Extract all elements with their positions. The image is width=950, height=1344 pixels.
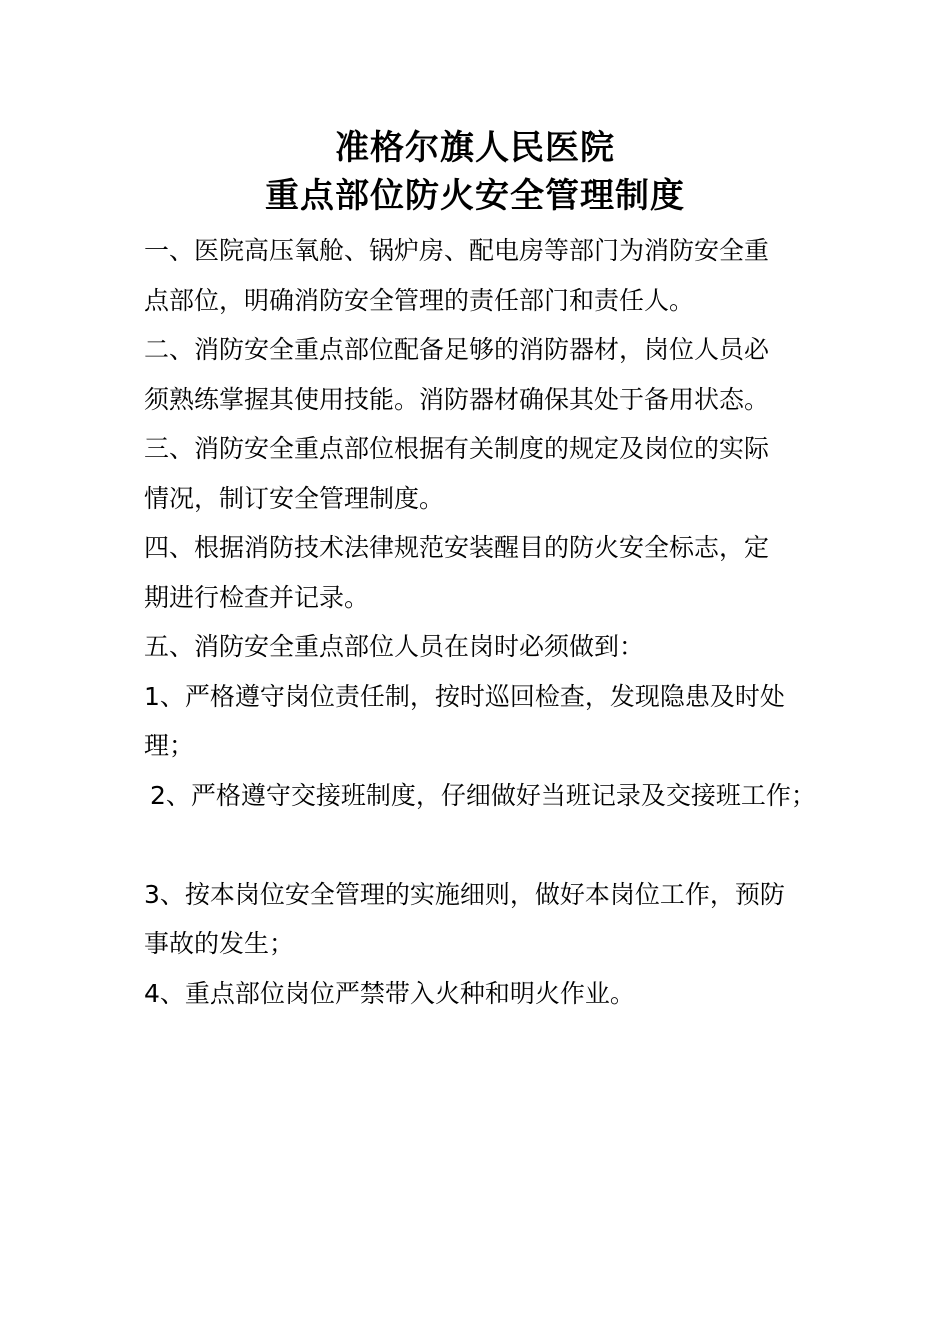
item-3-line-2: 事故的发生；: [144, 929, 295, 958]
item-1-line-2: 理；: [144, 731, 195, 760]
item-1-line-1: 1、严格遵守岗位责任制，按时巡回检查，发现隐患及时处: [144, 681, 785, 711]
paragraph-4-line-1: 四、根据消防技术法律规范安装醒目的防火安全标志，定: [144, 533, 770, 562]
paragraph-2-line-1: 二、消防安全重点部位配备足够的消防器材，岗位人员必: [144, 335, 770, 364]
item-3-line-1: 3、按本岗位安全管理的实施细则，做好本岗位工作，预防: [144, 879, 785, 909]
title-regulation-name: 重点部位防火安全管理制度: [265, 176, 685, 216]
paragraph-2-line-2: 须熟练掌握其使用技能。消防器材确保其处于备用状态。: [144, 384, 770, 414]
paragraph-1-line-1: 一、医院高压氧舱、锅炉房、配电房等部门为消防安全重: [144, 236, 770, 265]
paragraph-4-line-2: 期进行检查并记录。: [144, 582, 370, 612]
document-title: [0, 124, 950, 220]
paragraph-3-line-2: 情况，制订安全管理制度。: [144, 483, 445, 513]
paragraph-1-line-2: 点部位，明确消防安全管理的责任部门和责任人。: [144, 285, 695, 315]
item-2-line-1: 2、严格遵守交接班制度，仔细做好当班记录及交接班工作；: [150, 780, 816, 810]
paragraph-5-line-1: 五、消防安全重点部位人员在岗时必须做到：: [144, 632, 645, 661]
paragraph-3-line-1: 三、消防安全重点部位根据有关制度的规定及岗位的实际: [144, 434, 770, 463]
title-hospital-name: 准格尔旗人民医院: [335, 128, 615, 168]
item-4-line-1: 4、重点部位岗位严禁带入火种和明火作业。: [144, 978, 635, 1008]
blank-line: [144, 820, 824, 870]
document-body: [144, 226, 824, 1018]
